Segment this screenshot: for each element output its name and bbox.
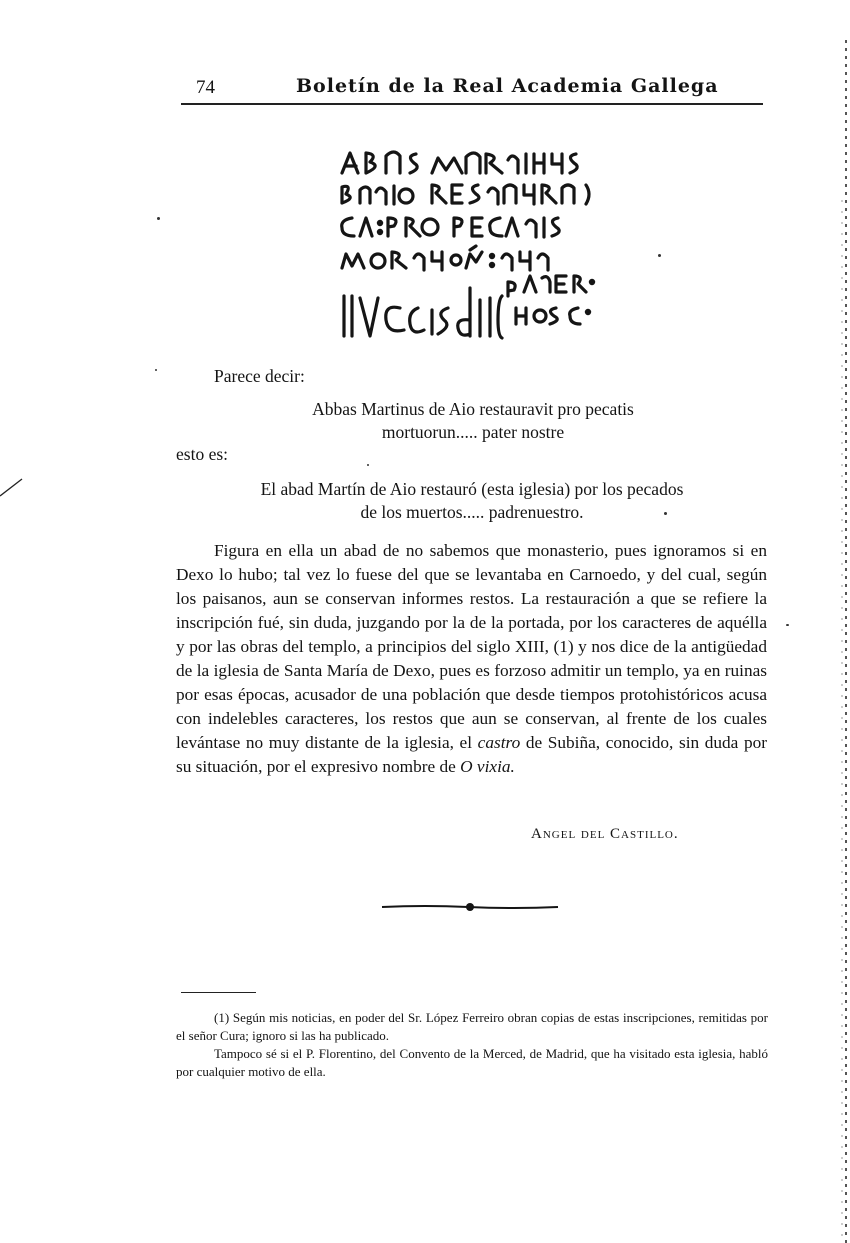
inscription-drawing	[330, 140, 630, 350]
spanish-reading	[180, 479, 764, 523]
footnote-rule	[181, 992, 256, 993]
section-divider	[380, 900, 560, 914]
page-number: 74	[196, 77, 215, 98]
scan-speck	[367, 464, 369, 466]
scan-speck	[157, 217, 160, 220]
spanish-line-1: El abad Martín de Aio restauró (esta iglesia) por los pecados	[260, 479, 684, 499]
body-text	[176, 539, 767, 779]
running-title: Boletín de la Real Academia Gallega	[296, 75, 719, 97]
latin-reading	[180, 399, 766, 443]
spanish-line-2: de los muertos..... padrenuestro.	[360, 502, 584, 522]
body-paragraph	[176, 539, 767, 779]
intro-label: Parece decir:	[214, 366, 305, 386]
scan-speck	[664, 512, 667, 515]
scan-speck	[155, 369, 157, 371]
body-part-2: de Subiña, conocido, sin duda por su situación, por el expresivo nombre de	[176, 733, 768, 776]
scan-speck	[786, 624, 789, 626]
bridge-label: esto es:	[176, 444, 229, 464]
footnote-2: Tampoco sé si el P. Florentino, del Convento de la Merced, de Madrid, que ha visitado esta iglesia, habló por cualquier motivo de ella.	[176, 1046, 768, 1079]
divider-ornament	[380, 900, 560, 914]
footnote-1: (1) Según mis noticias, en poder del Sr. López Ferreiro obran copias de estas inscripciones, remitidas por el señor Cura; ignoro si las ha publicado.	[176, 1010, 768, 1043]
margin-pen-mark	[0, 475, 24, 497]
inscription-figure	[330, 140, 630, 350]
vixia-term: O vixia.	[460, 757, 515, 776]
scan-speck	[658, 254, 661, 257]
header-rule	[181, 103, 763, 105]
latin-line-1: Abbas Martinus de Aio restauravit pro pecatis	[312, 399, 634, 419]
body-part-1: Figura en ella un abad de no sabemos que monasterio, pues ignoramos si en Dexo lo hubo; tal vez lo fuese del que se levantaba en Carnoedo, y del cual, según los paisanos, aun se conservan informes restos. La restauración a que se refiere la inscripción fué, sin duda, juzgando por la de la portada, por los caracteres de aquélla y por las obras del templo, a principios del siglo XIII, (1) y nos dice de la antigüedad de la iglesia de Santa María de Dexo, pues es forzoso admitir un templo, ya en ruinas por esas épocas, acusador de una población que desde tiempos protohistóricos acusa con indelebles caracteres, los restos que aun se conservan, al frente de los cuales levántase no muy distante de la iglesia, el	[176, 541, 767, 752]
author-signature: Angel del Castillo.	[531, 826, 679, 842]
footnotes	[176, 1009, 768, 1081]
castro-term: castro	[477, 733, 521, 752]
scan-edge-shadow	[834, 0, 850, 1243]
latin-line-2: mortuorun..... pater nostre	[381, 422, 565, 442]
